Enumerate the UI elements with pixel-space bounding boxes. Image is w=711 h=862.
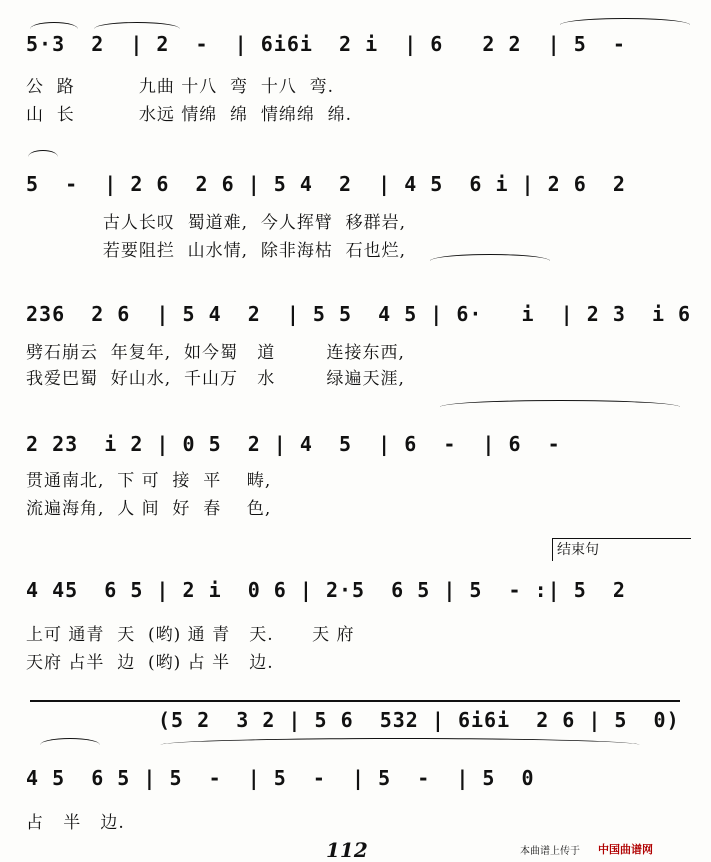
system-divider: [30, 700, 680, 702]
notation-line: 2 23 i 2 | 0 5 2 | 4 5 | 6 - | 6 -: [26, 432, 561, 456]
notation-line: 5·3 2 | 2 - | 6i6i 2 i | 6 2 2 | 5 -: [26, 32, 626, 56]
slur-mark: [560, 18, 690, 25]
lyric-verse-1: 贯通南北, 下 可 接 平 畴,: [26, 471, 272, 491]
lyric-verse-1: 占 半 边.: [26, 813, 125, 833]
notation-line: 236 2 6 | 5 4 2 | 5 5 4 5 | 6· i | 2 3 i 6: [26, 302, 692, 326]
lyric-verse-1: 古人长叹 蜀道难, 今人挥臂 移群岩,: [26, 213, 407, 233]
lyric-verse-1: 上可 通青 天 (哟) 通 青 天. 天 府: [26, 625, 355, 645]
notation-line: 5 - | 2 6 2 6 | 5 4 2 | 4 5 6 i | 2 6 2: [26, 172, 626, 196]
lyric-verse-2: 我爱巴蜀 好山水, 千山万 水 绿遍天涯,: [26, 369, 405, 389]
notation-line: 4 5 6 5 | 5 - | 5 - | 5 - | 5 0: [26, 766, 535, 790]
upload-credit: 本曲谱上传于: [520, 846, 580, 857]
notation-line: (5 2 3 2 | 5 6 532 | 6i6i 2 6 | 5 0): [158, 708, 680, 732]
lyric-verse-2: 山 长 水远 情绵 绵 情绵绵 绵.: [26, 105, 353, 125]
lyric-verse-1: 劈石崩云 年复年, 如今蜀 道 连接东西,: [26, 343, 405, 363]
lyric-verse-1: 公 路 九曲 十八 弯 十八 弯.: [26, 77, 335, 97]
slur-mark: [30, 22, 78, 29]
lyric-verse-2: 流遍海角, 人 间 好 春 色,: [26, 499, 272, 519]
slur-mark: [430, 254, 550, 261]
lyric-verse-2: 若要阻拦 山水情, 除非海枯 石也烂,: [26, 241, 407, 261]
slur-mark: [94, 22, 180, 29]
page-number: 112: [326, 838, 368, 862]
slur-mark: [160, 738, 640, 745]
site-logo: 中国曲谱网: [598, 843, 653, 856]
slur-mark: [40, 738, 100, 745]
slur-mark: [28, 150, 58, 157]
lyric-verse-2: 天府 占半 边 (哟) 占 半 边.: [26, 653, 274, 673]
notation-line: 4 45 6 5 | 2 i 0 6 | 2·5 6 5 | 5 - :| 5 2: [26, 578, 626, 602]
ending-label: 结束句: [552, 538, 691, 561]
slur-mark: [440, 400, 680, 407]
